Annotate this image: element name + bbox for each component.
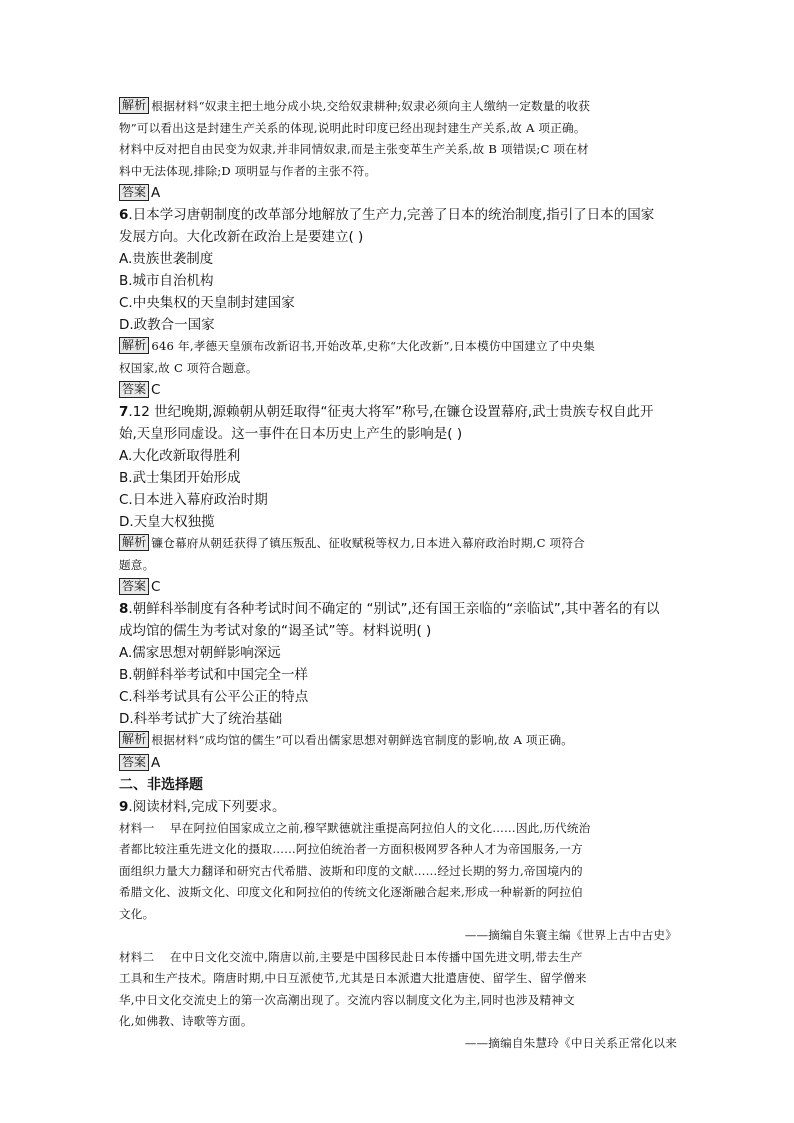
question-number: 9	[119, 798, 129, 815]
question-8-stem: 8.朝鲜科举制度有各种考试时间不确定的 “别试”,还有国王亲临的“亲临试”,其中著名的有以	[119, 601, 660, 617]
answer-line	[119, 576, 679, 598]
section-heading: 二、非选择题	[119, 776, 203, 793]
analysis-tag: 解析	[119, 731, 149, 748]
material-1-source: ——摘编自朱寰主编《世界上古中古史》	[464, 928, 677, 942]
analysis-text: 根据材料“奴隶主把土地分成小块,交给奴隶耕种;奴隶必须向主人缴纳一定数量的收获	[151, 99, 591, 113]
question-7-stem-cont: 始,天皇形同虚设。这一事件在日本历史上产生的影响是( )	[119, 426, 463, 442]
question-number: 7	[119, 404, 129, 420]
answer-tag: 答案	[119, 754, 149, 771]
analysis-text: 镰仓幕府从朝廷获得了镇压叛乱、征收赋税等权力,日本进入幕府政治时期,C 项符合	[151, 536, 585, 550]
option-d: D.政教合一国家	[119, 317, 215, 333]
material-2-line: 化,如佛教、诗歌等方面。	[119, 1014, 253, 1028]
option-b: B.朝鲜科举考试和中国完全一样	[119, 667, 309, 683]
analysis-line	[119, 533, 679, 555]
material-1-line: 者都比较注重先进文化的摄取……阿拉伯统治者一方面积极网罗各种人才为帝国服务,一方	[119, 842, 583, 856]
question-text: 12 世纪晚期,源赖朝从朝廷取得“征夷大将军”称号,在镰仓设置幕府,武士贵族专权自此开	[132, 404, 654, 420]
option-c: C.科举考试具有公平公正的特点	[119, 689, 309, 705]
option-a: A.大化改新取得胜利	[119, 448, 241, 464]
question-8-stem-cont: 成均馆的儒生为考试对象的“谒圣试”等。材料说明( )	[119, 623, 432, 639]
material-1-line: 面组织力量大力翻译和研究古代希腊、波斯和印度的文献……经过长期的努力,帝国境内的	[119, 863, 583, 878]
analysis-line: 材料中反对把自由民变为奴隶,并非同情奴隶,而是主张变革生产关系,故 B 项错误;C 项在材	[119, 142, 589, 156]
option-a: A.贵族世袭制度	[119, 251, 214, 267]
option-c: C.中央集权的天皇制封建国家	[119, 295, 295, 311]
analysis-line: 题意。	[119, 557, 155, 572]
analysis-line	[119, 96, 679, 118]
analysis-line: 料中无法体现,排除;D 项明显与作者的主张不符。	[119, 163, 377, 178]
material-1-line: 希腊文化、波斯文化、印度文化和阿拉伯的传统文化逐渐融合起来,形成一种崭新的阿拉伯	[119, 885, 583, 899]
question-text: 朝鲜科举制度有各种考试时间不确定的 “别试”,还有国王亲临的“亲临试”,其中著名的有以	[132, 601, 660, 617]
analysis-line: 物”可以看出这是封建生产关系的体现,说明此时印度已经出现封建生产关系,故 A 项正确。	[119, 120, 586, 135]
question-text: 日本学习唐朝制度的改革部分地解放了生产力,完善了日本的统治制度,指引了日本的国家	[132, 207, 655, 223]
answer-value: A	[151, 754, 161, 771]
option-c: C.日本进入幕府政治时期	[119, 492, 268, 508]
answer-line	[119, 752, 679, 774]
option-b: B.城市自治机构	[119, 273, 214, 289]
option-b: B.武士集团开始形成	[119, 470, 241, 486]
option-d: D.科举考试扩大了统治基础	[119, 711, 283, 727]
analysis-tag: 解析	[119, 97, 149, 114]
material-2-line: 工具和生产技术。隋唐时期,中日互派使节,尤其是日本派遣大批遣唐使、留学生、留学僧来	[119, 971, 587, 985]
question-9-stem: 9.阅读材料,完成下列要求。	[119, 798, 286, 815]
analysis-tag: 解析	[119, 337, 149, 354]
analysis-line: 权国家,故 C 项符合题意。	[119, 360, 258, 375]
question-number: 6	[119, 207, 129, 223]
answer-line	[119, 182, 679, 204]
answer-line	[119, 379, 679, 401]
material-2-line: 华,中日文化交流史上的第一次高潮出现了。交流内容以制度文化为主,同时也涉及精神文	[119, 992, 575, 1007]
question-7-stem: 7.12 世纪晚期,源赖朝从朝廷取得“征夷大将军”称号,在镰仓设置幕府,武士贵族专权自此开	[119, 404, 654, 420]
question-number: 8	[119, 601, 129, 617]
answer-tag: 答案	[119, 184, 149, 201]
material-text: 在中日文化交流中,隋唐以前,主要是中国移民赴日本传播中国先进文明,带去生产	[169, 949, 583, 964]
material-2-line	[119, 947, 679, 969]
analysis-line	[119, 336, 679, 358]
material-text: 早在阿拉伯国家成立之前,穆罕默德就注重提高阿拉伯人的文化……因此,历代统治	[169, 820, 591, 835]
question-text: 阅读材料,完成下列要求。	[132, 798, 286, 815]
answer-value: C	[151, 382, 161, 398]
analysis-text: 646 年,孝德天皇颁布改新诏书,开始改革,史称“大化改新”,日本模仿中国建立了中央集	[151, 339, 596, 353]
answer-tag: 答案	[119, 381, 149, 398]
material-1-line: 文化。	[119, 906, 155, 921]
document-page	[119, 96, 679, 1054]
answer-tag: 答案	[119, 578, 149, 595]
option-a: A.儒家思想对朝鲜影响深远	[119, 645, 281, 661]
material-label: 材料二	[119, 949, 155, 964]
analysis-line	[119, 730, 679, 752]
answer-value: C	[151, 579, 161, 595]
material-label: 材料一	[119, 820, 155, 835]
analysis-text: 根据材料“成均馆的儒生”可以看出儒家思想对朝鲜选官制度的影响,故 A 项正确。	[151, 733, 574, 747]
question-6-stem-cont: 发展方向。大化改新在政治上是要建立( )	[119, 229, 364, 245]
material-2-source: ——摘编自朱慧玲《中日关系正常化以来	[464, 1035, 677, 1050]
option-d: D.天皇大权独揽	[119, 514, 215, 530]
answer-value: A	[151, 185, 161, 201]
question-6-stem: 6.日本学习唐朝制度的改革部分地解放了生产力,完善了日本的统治制度,指引了日本的国家	[119, 207, 655, 223]
analysis-tag: 解析	[119, 534, 149, 551]
material-1-line	[119, 818, 679, 840]
